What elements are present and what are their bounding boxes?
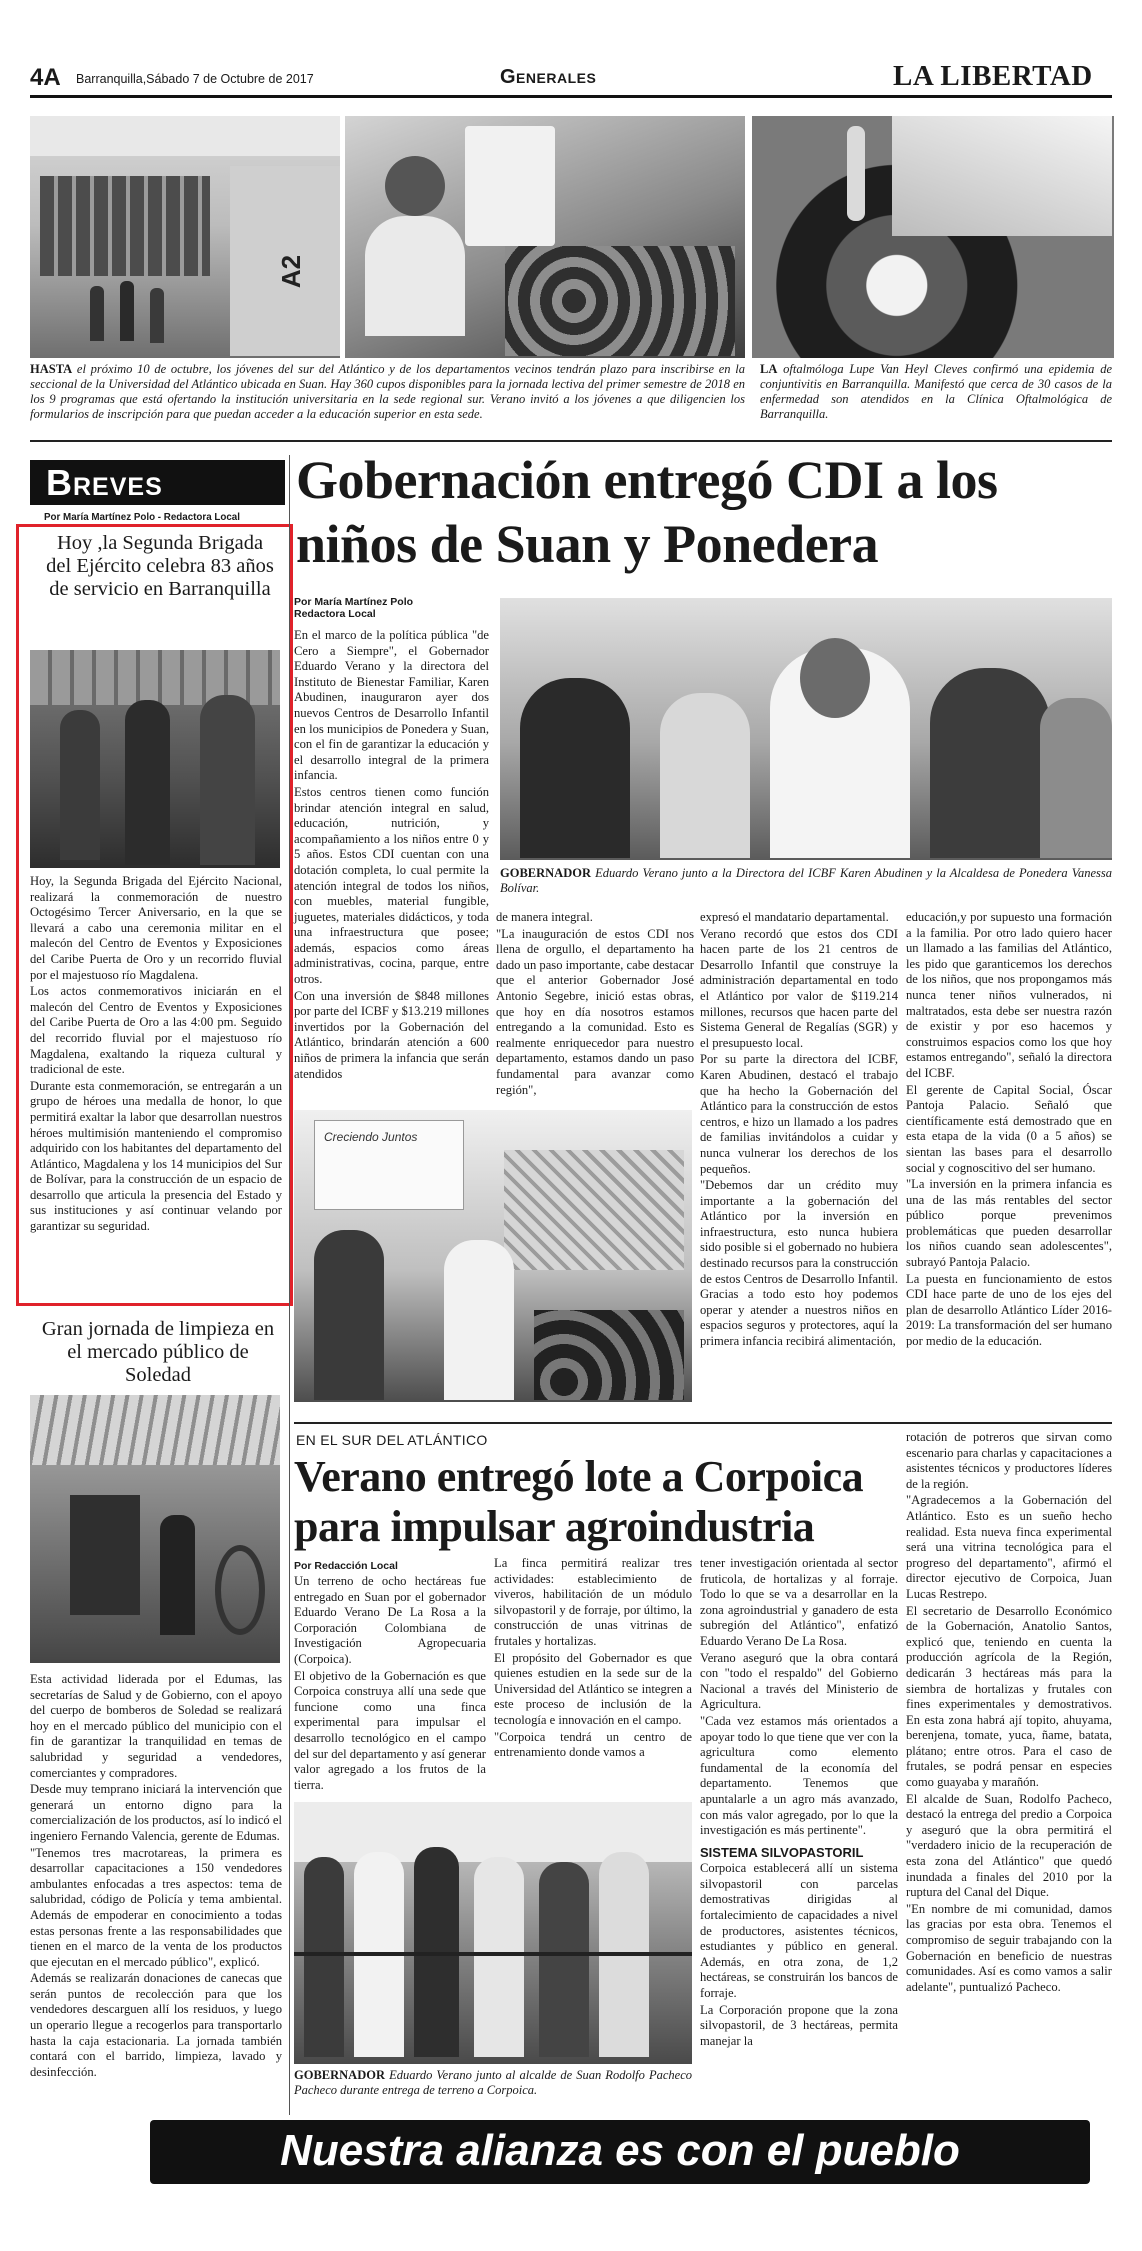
corpoica-caption (294, 2068, 692, 2102)
soledad-title: Gran jornada de limpieza en el mercado público de Soledad (41, 1318, 275, 1386)
eye-drops-caption-lead: LA (760, 362, 778, 376)
corpoica-ribbon-photo (294, 1802, 692, 2064)
page-date: Barranquilla,Sábado 7 de Octubre de 2017 (76, 72, 314, 86)
main-intro-paragraph: Con una inversión de $848 millones por parte del ICBF y $13.219 millones invertidos por la Gobernación del Atlántico, brindarán atención a 600 niños de primera la infancia que serán atendidos (294, 988, 489, 1081)
section-name: Generales (500, 66, 597, 88)
main-col-3-paragraph: educación,y por supuesto una formación a la familia. Por otro lado quiero hacer un llamado a las familias del Atlántico, les pido que garanticemos los derechos de los niños, que nos propongamos más nunca tener niños vulnerados, ni maltratados, esta debe ser nuestra razón de existir y por eso hacemos y construimos espacios como los que hoy estamos entregando", señaló la directora del ICBF. (906, 910, 1112, 1080)
second-col-1-paragraph: Un terreno de ocho hectáreas fue entregado en Suan por el gobernador Eduardo Verano De La Rosa a la Corporación Colombiana de Investigación Agropecuaria (Corpoica). (294, 1574, 486, 1666)
university-caption (30, 362, 745, 432)
governor-children-caption-lead: GOBERNADOR (500, 866, 591, 880)
soledad-paragraph: Además se realizarán donaciones de canecas que serán puntos de recolección para que los vendedores descarguen allí los residuos, y luego un operario llegue a recogerlos para transportarlo hasta la caja estacionaria. La jornada también contará con el barrido, limpieza, lavado y desinfección. (30, 1971, 282, 2079)
page-number: 4A (30, 64, 61, 91)
main-col-1-paragraph: de manera integral. (496, 910, 593, 924)
second-headline: Verano entregó lote a Corpoica para impulsar agroindustria (294, 1452, 864, 1551)
university-photo-right (345, 116, 745, 358)
second-col-1-paragraph: El objetivo de la Gobernación es que Corpoica construya allí una sede que funcione como una finca experimental para impulsar el desarrollo tecnológico en el campo del sur del departamento y así generar valor agregado a los frutos de la tierra. (294, 1668, 486, 1792)
second-col-4 (906, 1430, 1112, 2105)
main-byline-role: Redactora Local (294, 608, 376, 620)
main-col-1-paragraph: "La inauguración de estos CDI nos llena de orgullo, el departamento ha dado un paso importante, cabe destacar que el anterior Gobernador José Antonio Segebre, inició estas obras, que hoy en día nosotros estamos entregando a la comunidad. Esto es realmente enriquecedor para nuestro departamento, estamos dando un paso fundamental para avanzar como región", (496, 926, 694, 1097)
bottom-banner-text: Nuestra alianza es con el pueblo (280, 2126, 960, 2175)
main-col-2-paragraph: Verano recordó que estos dos CDI hacen parte de los 21 centros de Desarrollo Infantil que construye la administración departamental en todo el Atlántico por valor de $119.214 millones, recursos que hacen parte del Sistema General de Regalías (SGR) y el presupuesto local. (700, 926, 898, 1050)
second-col-3-paragraph: tener investigación orientada al sector fruticola, de hortalizas y al forraje. Todo lo que se va a desarrollar en la zona agroindustrial y ganadero de esta subregión del Atlántico", enfatizó Eduardo Verano De La Rosa. (700, 1556, 898, 1648)
breves-label: Breves (46, 462, 163, 503)
second-col-3 (700, 1556, 898, 2101)
soledad-paragraph: Desde muy temprano iniciará la intervención que generará un entorno digno para la comercialización de los productos, así lo indicó el ingeniero Fernando Valencia, gerente de Edumas. (30, 1782, 282, 1843)
second-col-2-paragraph: La finca permitirá realizar tres actividades: establecimiento de viveros, habilitación de un módulo silvopastoril y de forraje, por último, la construcción de unas vitrinas de frutales y hortalizas. (494, 1556, 692, 1648)
second-col-2 (494, 1556, 692, 1796)
army-ceremony-photo (30, 650, 280, 868)
main-byline-name: Por María Martínez Polo (294, 596, 414, 608)
university-caption-text: el próximo 10 de octubre, los jóvenes del sur del Atlántico y de los departamentos vecinos tendrán plazo para inscribirse en la seccional de la Universidad del Atlántico ubicada en Suan. Hay 360 cupos disponibles para la jornada lectiva del primer semestre de 2018 en los 9 programas que está ofertando la institución universitaria en la sede regional sur. Verano invitó a los jóvenes a que diligencien los formularios de inscripción para que puedan acceder a la educación superior en esta sede. (30, 362, 746, 421)
main-col-2 (700, 910, 898, 1410)
main-col-2-paragraph: Por su parte la directora del ICBF, Karen Abudinen, destacó el trabajo que ha hecho la Gobernación del Atlántico para la construcción de estos centros, e hizo un llamado a los padres de familias invitándolos a cuidar y nunca vulnerar los derechos de los pequeños. (700, 1052, 898, 1176)
eye-drops-caption-text: oftalmóloga Lupe Van Heyl Cleves confirmó una epidemia de conjuntivitis en Barranquilla. Manifestó que cerca de 30 casos de la enfermedad son atendidos en la Clínica Oftalmológica de Barranquilla. (760, 362, 1112, 421)
eye-drops-photo (752, 116, 1114, 358)
main-intro (294, 628, 489, 1081)
breves-paragraph: Hoy, la Segunda Brigada del Ejército Nacional, realizará la conmemoración de nuestro Octogésimo Tercer Aniversario, en la que se llevará a cabo una ceremonia militar en el malecón del Centro de Eventos y Exposiciones del Caribe Puerta de Oro y un recorrido fluvial por el majestuoso río Magdalena. (30, 874, 282, 982)
soledad-paragraph: "Tenemos tres macrotareas, la primera es desarrollar capacitaciones a 150 vendedores ambulantes enfocadas a tres aspectos: tema de salubridad, código de Policía y tema ambiental. Además de empoderar en conocimiento a todas estas personas frente a las responsabilidades que tienen en el marco de la venta de los productos que ejecutan en el mercado público", explicó. (30, 1845, 282, 1969)
second-col-3-paragraph: "Cada vez estamos más orientados a apoyar todo lo que tiene que ver con la agricultura como elemento fundamental de la economía del departamento. Tenemos que apuntalarle a un agro más avanzado, con más valor agregado, por lo que la investigación es más pertinente". (700, 1713, 898, 1838)
soledad-body (30, 1672, 282, 2112)
main-col-3-paragraph: La puesta en funcionamiento de estos CDI hace parte de uno de los ejes del plan de desarrollo Atlántico Líder 2016-2019: La transformación del ser humano por medio de la educación. (906, 1271, 1112, 1349)
second-col-3-paragraph: Verano aseguró que la obra contará con "todo el respaldo" del Gobierno Nacional a través del Ministerio de Agricultura. (700, 1650, 898, 1712)
main-col-3-paragraph: "La inversión en la primera infancia es una de las más rentables del sector público porque prevenimos problemáticas que pueden desarrollar los niños cuando sean adolescentes", subrayó Pantoja Palacio. (906, 1177, 1112, 1270)
corpoica-caption-lead: GOBERNADOR (294, 2068, 385, 2082)
second-col-4-paragraph: "En nombre de mi comunidad, damos las gracias por esta obra. Tenemos el compromiso de seguir trabajando con la Gobernación en beneficio de nuestras comunidades. Así es como vamos a salir adelante", puntualizó Pacheco. (906, 1901, 1112, 1994)
silvopastoril-subhead: SISTEMA SILVOPASTORIL (700, 1844, 864, 1860)
main-col-2-paragraph: "Debemos dar un crédito muy importante a la gobernación del Atlántico por la inversión en infraestructura, esto nunca hubiera sido posible si el gobernado no hubiera destinado recursos para la construcción de estos Centros de Desarrollo Infantil. Gracias a todo esto hoy podemos operar y atender a nuestros niños en espacios seguros y protectores, aquí la primera infancia recibirá alimentación, (700, 1178, 898, 1349)
university-photo-left (30, 116, 340, 358)
eye-drops-caption (760, 362, 1112, 432)
main-col-2-paragraph: expresó el mandatario departamental. (700, 910, 889, 924)
masthead-rule (30, 95, 1112, 98)
second-col-3-paragraph: Corpoica establecerá allí un sistema silvopastoril con parcelas demostrativas dirigidas al fortalecimiento de capacidades a nivel de productores, asistentes técnicos, estudiantes y público en general. Además, en otra zona, de 1,2 hectáreas, se construirán los bancos de forraje. (700, 1861, 898, 2001)
second-kicker: EN EL SUR DEL ATLÁNTICO (296, 1432, 488, 1448)
governor-children-caption (500, 866, 1112, 900)
main-intro-paragraph: En el marco de la política pública "de Cero a Siempre", el Gobernador Eduardo Verano y la directora del Instituto de Bienestar Familiar, Karen Abudinen, inauguraron ayer dos nuevos Centros de Desarrollo Infantil en los municipios de Ponedera y Suan, con el fin de garantizar la educación y el desarrollo integral de la primera infancia. (294, 628, 489, 783)
top-section-rule (30, 440, 1112, 442)
second-col-3-paragraph: La Corporación propone que la zona silvopastoril, de 3 hectáreas, permita manejar la (700, 2002, 898, 2048)
breves-byline: Por María Martínez Polo - Redactora Local (44, 512, 240, 523)
second-col-4-paragraph: El secretario de Desarrollo Económico de la Gobernación, Anatolio Santos, explicó que, teniendo en cuenta la producción agrícola de la Región, dedicarán 3 hectáreas más para la siembra de hortalizas y frutales con fines experimentales y demostrativos. En esta zona habrá ají topito, ahuyama, berenjena, tomate, yuca, ñame, batata, plátano; entre otros. Para el caso de frutales, se podrá pensar en especies como guayaba y marañón. (906, 1603, 1112, 1790)
cdi-sign-text: Creciendo Juntos (324, 1130, 418, 1144)
main-intro-paragraph: Estos centros tienen como función brindar atención integral en salud, educación, nutrición, y acompañamiento a los niños entre 0 y 5 años. Estos CDI cuentan con una dotación completa, lo cual permite la atención integral de todos los niños, con muebles, material fungible, juguetes, materiales didácticos, y toda una infraestructura que posee; además, espacios como áreas administrativas, cocina, parque, entre otros. (294, 784, 489, 987)
breves-paragraph: Los actos conmemorativos iniciarán en el malecón del Centro de Eventos y Exposiciones del Caribe Puerta de Oro a las 4:00 pm. Seguido del recorrido fluvial por el majestuoso río Magdalena, exaltando la riqueza cultural y tradicional de este. (30, 984, 282, 1077)
second-col-1 (294, 1574, 486, 1799)
main-col-3-paragraph: El gerente de Capital Social, Óscar Pantoja Palacio. Señaló que científicamente está demostrado que en esta etapa de la vida (0 a 5 años) se sientan las bases para el desarrollo social y cognoscitivo del ser humano. (906, 1082, 1112, 1175)
bottom-banner (150, 2120, 1090, 2184)
university-caption-lead: HASTA (30, 362, 73, 376)
main-col-1 (496, 910, 694, 1105)
soledad-paragraph: Esta actividad liderada por el Edumas, las secretarías de Salud y de Gobierno, con el apoyo del cuerpo de bomberos de Soledad se realizará hoy en el mercado público del municipio con el fin de garantizar la tranquilidad en temas de salubridad y seguridad a vendedores, comerciantes y compradores. (30, 1672, 282, 1780)
sidebar-divider (289, 455, 290, 2115)
second-col-4-paragraph: "Agradecemos a la Gobernación del Atlántico. Esto es un sueño hecho realidad. Esta nueva finca experimental será una vitrina tecnológica para el progreso del departamento", afirmó el director ejecutivo de Corpoica, Juan Lucas Restrepo. (906, 1493, 1112, 1601)
market-photo (30, 1395, 280, 1663)
second-col-4-paragraph: El alcalde de Suan, Rodolfo Pacheco, destacó la entrega del predio a Corpoica y aseguró que la obra permitirá el "verdadero inicio de la recuperación de esta zona del Atlántico" que quedó inundada a finales del 2010 por la ruptura del Canal del Dique. (906, 1791, 1112, 1900)
main-headline: Gobernación entregó CDI a los niños de Suan y Ponedera (296, 450, 998, 574)
breves-body (30, 874, 282, 1304)
second-col-2-paragraph: El propósito del Gobernador es que quienes estudien en la sede sur de la Universidad del Atlántico se integren a este proceso de inclusión de la tecnología e innovación en el campo. (494, 1650, 692, 1727)
cdi-inauguration-photo (294, 1110, 692, 1402)
newspaper-name: LA LIBERTAD (893, 60, 1093, 92)
breves-paragraph: Durante esta conmemoración, se entregarán a un grupo de héroes una medalla de honor, lo que permitirá exaltar la labor que desarrollan nuestros héroes multimisión manteniendo el compromiso adquirido con los habitantes del departamento del Atlántico, Magdalena y los 14 municipios del Sur de Bolívar, para la construcción de un espacio de desarrollo que articula la presencia del Estado y sus instituciones y así continuar velando por garantizar su seguridad. (30, 1078, 282, 1234)
breves-header (30, 460, 285, 505)
main-byline (294, 596, 494, 620)
second-col-4-paragraph: rotación de potreros que sirvan como escenario para charlas y capacitaciones a asistentes técnicos y productores líderes de la región. (906, 1430, 1112, 1491)
corpoica-caption-text: Eduardo Verano junto al alcalde de Suan Rodolfo Pacheco Pacheco durante entrega de terreno a Corpoica. (294, 2068, 692, 2097)
second-byline: Por Redacción Local (294, 1560, 398, 1572)
building-sign: A2 (276, 254, 307, 289)
governor-children-caption-text: Eduardo Verano junto a la Directora del ICBF Karen Abudinen y la Alcaldesa de Ponedera Vanessa Bolívar. (500, 866, 1112, 895)
second-story-rule (294, 1422, 1112, 1424)
breves-title: Hoy ,la Segunda Brigada del Ejército celebra 83 años de servicio en Barranquilla (46, 532, 274, 600)
governor-children-photo (500, 598, 1112, 860)
main-col-3 (906, 910, 1112, 1410)
second-col-2-paragraph: "Corpoica tendrá un centro de entrenamiento donde vamos a (494, 1729, 692, 1760)
